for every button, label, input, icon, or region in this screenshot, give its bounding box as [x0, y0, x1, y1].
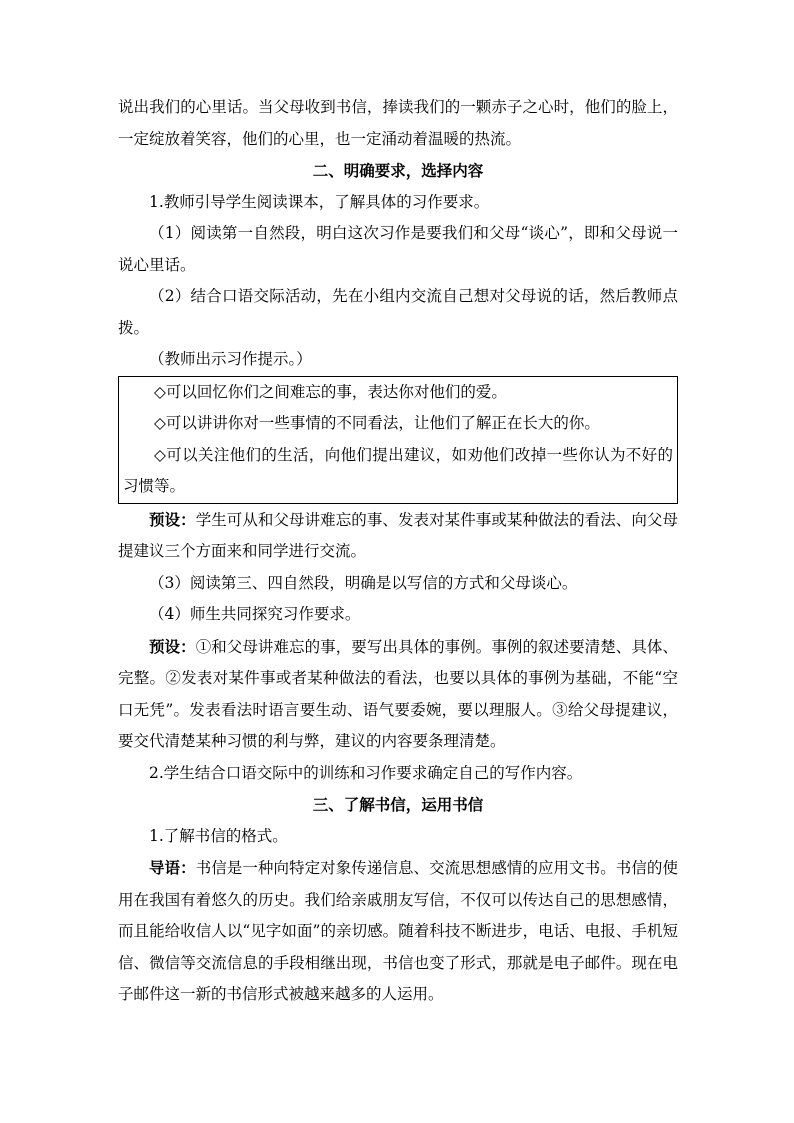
- paragraph-item-1: （1）阅读第一自然段，明白这次习作是要我们和父母“谈心”，即和父母说一说心里话。: [118, 224, 678, 274]
- paragraph-item-2: （2）结合口语交际活动，先在小组内交流自己想对父母说的话，然后教师点拨。: [118, 287, 678, 337]
- preset-text: ①和父母讲难忘的事，要写出具体的事例。事例的叙述要清楚、具体、完整。②发表对某件事或者某种做法的看法，也要以具体的事例为基础，不能“空口无凭”。发表看法时语言要生动、语气要委婉，要以理服人。③给父母提建议，要交代清楚某种习惯的利与弊，建议的内容要条理清楚。: [118, 637, 678, 750]
- paragraph-step-2-1: 1.教师引导学生阅读课本，了解具体的习作要求。: [149, 192, 490, 211]
- preset-text: 学生可从和父母讲难忘的事、发表对某件事或某种做法的看法、向父母提建议三个方面来和同学进行交流。: [118, 510, 678, 560]
- tip-item: ◇可以关注他们的生活，向他们提出建议，如劝他们改掉一些你认为不好的习惯等。: [123, 445, 673, 495]
- writing-tips-box: [118, 376, 678, 504]
- preset-label: 预设：: [149, 509, 196, 529]
- paragraph-step-3-1: 1.了解书信的格式。: [149, 826, 288, 845]
- paragraph-preset-2: [118, 631, 678, 758]
- document-body: [118, 92, 678, 1011]
- tip-item: ◇可以回忆你们之间难忘的事，表达你对他们的爱。: [154, 382, 507, 401]
- paragraph-guide: [118, 852, 678, 1011]
- guide-label: 导语：: [149, 858, 196, 877]
- paragraph-preset-1: [118, 504, 678, 568]
- paragraph-continuation: 说出我们的心里话。当父母收到书信，捧读我们的一颗赤子之心时，他们的脸上，一定绽放着笑容，他们的心里，也一定涌动着温暖的热流。: [118, 98, 678, 148]
- section-heading-2: 二、明确要求，选择内容: [312, 161, 484, 180]
- paragraph-item-3: （3）阅读第三、四自然段，明确是以写信的方式和父母谈心。: [149, 573, 578, 592]
- guide-text: 书信是一种向特定对象传递信息、交流思想感情的应用文书。书信的使用在我国有着悠久的历史。我们给亲戚朋友写信，不仅可以传达自己的思想感情，而且能给收信人以“见字如面”的亲切感。随着科技不断进步，电话、电报、手机短信、微信等交流信息的手段相继出现，书信也变了形式，那就是电子邮件。现在电子邮件这一新的书信形式被越来越多的人运用。: [118, 859, 678, 1003]
- tip-item: ◇可以讲讲你对一些事情的不同看法，让他们了解正在长大的你。: [154, 414, 600, 432]
- section-heading-3: 三、了解书信，运用书信: [312, 795, 484, 814]
- preset-label: 预设：: [149, 636, 196, 656]
- paragraph-tip-intro: （教师出示习作提示。）: [149, 350, 312, 368]
- paragraph-step-2-2: 2.学生结合口语交际中的训练和习作要求确定自己的写作内容。: [149, 763, 583, 782]
- paragraph-item-4: （4）师生共同探究习作要求。: [149, 605, 361, 623]
